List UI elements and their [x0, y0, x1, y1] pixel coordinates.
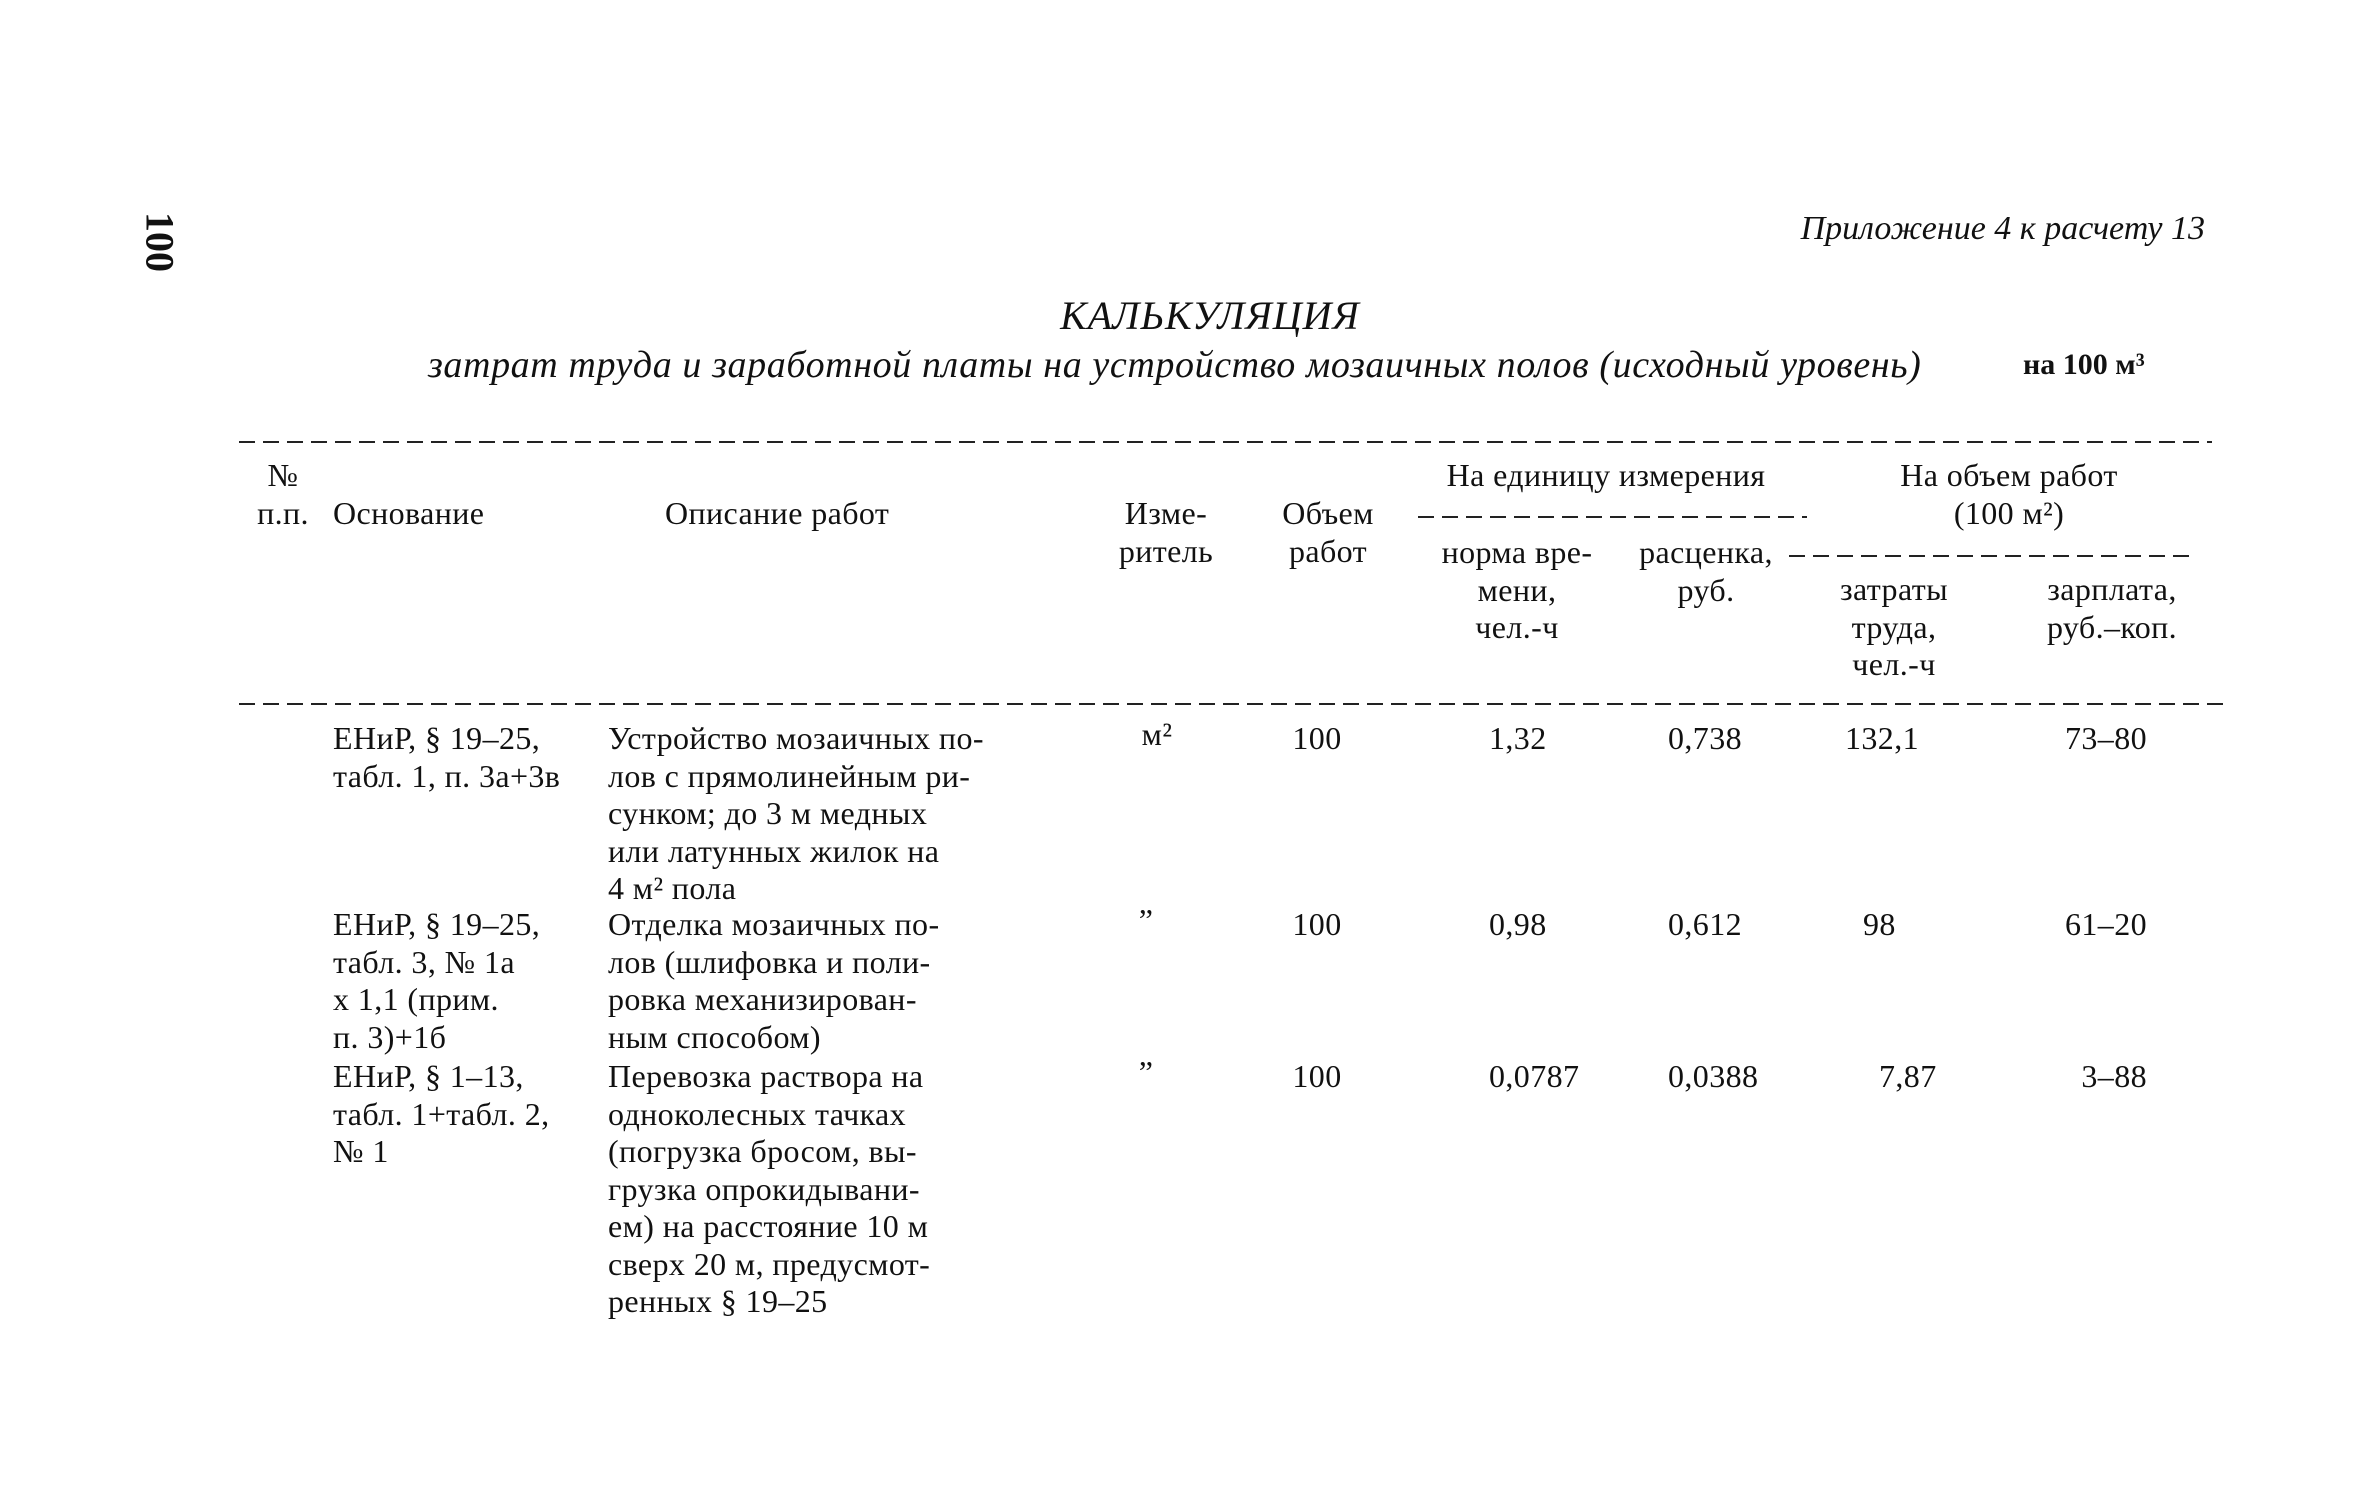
row-basis: ЕНиР, § 1–13, табл. 1+табл. 2, № 1	[333, 1058, 550, 1169]
row-rate: 0,0388	[1668, 1058, 1759, 1094]
row-volume: 100	[1292, 1058, 1342, 1094]
row-unit-ditto: ”	[1138, 902, 1154, 938]
per-unit-rule	[1418, 516, 1807, 518]
row-labor: 98	[1863, 906, 1896, 942]
row-basis: ЕНиР, § 19–25, табл. 3, № 1а х 1,1 (прим. п. 3)+1б	[333, 906, 541, 1055]
header-volume: Объем работ	[1282, 495, 1374, 569]
page-number: 100	[137, 212, 183, 272]
row-norm-time: 0,98	[1489, 906, 1547, 942]
row-norm-time: 1,32	[1489, 720, 1547, 756]
header-labor: затраты труда, чел.-ч	[1839, 571, 1949, 682]
header-wage: зарплата, руб.–коп.	[2046, 571, 2178, 645]
total-volume-rule	[1789, 555, 2197, 557]
row-description: Устройство мозаичных по- лов с прямолинейным ри- сунком; до 3 м медных или латунных жилок на 4 м² пола	[608, 720, 984, 906]
row-volume: 100	[1292, 720, 1342, 756]
row-rate: 0,612	[1668, 906, 1742, 942]
header-total-volume: На объем работ (100 м²)	[1900, 457, 2118, 531]
row-labor: 7,87	[1879, 1058, 1937, 1094]
header-norm-time: норма вре- мени, чел.-ч	[1441, 534, 1593, 645]
appendix-caption: Приложение 4 к расчету 13	[1800, 210, 2205, 247]
row-rate: 0,738	[1668, 720, 1742, 756]
header-bottom-rule	[239, 703, 2223, 705]
header-unit: Изме- ритель	[1118, 495, 1214, 569]
header-basis: Основание	[333, 495, 485, 531]
header-description: Описание работ	[665, 495, 890, 531]
row-norm-time: 0,0787	[1489, 1058, 1580, 1094]
row-basis: ЕНиР, § 19–25, табл. 1, п. 3а+3в	[333, 720, 561, 794]
table-top-rule	[239, 441, 2212, 443]
row-description: Отделка мозаичных по- лов (шлифовка и поли- ровка механизирован- ным способом)	[608, 906, 940, 1055]
header-per-unit: На единицу измерения	[1446, 457, 1766, 493]
row-unit-ditto: ”	[1138, 1054, 1154, 1090]
row-wage: 61–20	[2065, 906, 2147, 942]
header-num: № п.п.	[257, 457, 309, 531]
row-volume: 100	[1292, 906, 1342, 942]
unit-note: на 100 м³	[2023, 348, 2145, 381]
document-subtitle: затрат труда и заработной платы на устройство мозаичных полов (исходный уровень)	[428, 344, 1922, 386]
row-wage: 3–88	[2081, 1058, 2147, 1094]
header-rate: расценка, руб.	[1639, 534, 1773, 608]
row-description: Перевозка раствора на одноколесных тачках (погрузка бросом, вы- грузка опрокидывани- ем) на расстояние 10 м сверх 20 м, предусмот- ренных § 19–25	[608, 1058, 931, 1319]
row-unit: м²	[1141, 716, 1173, 752]
row-wage: 73–80	[2065, 720, 2147, 756]
row-labor: 132,1	[1845, 720, 1919, 756]
document-title: КАЛЬКУЛЯЦИЯ	[1060, 293, 1360, 338]
